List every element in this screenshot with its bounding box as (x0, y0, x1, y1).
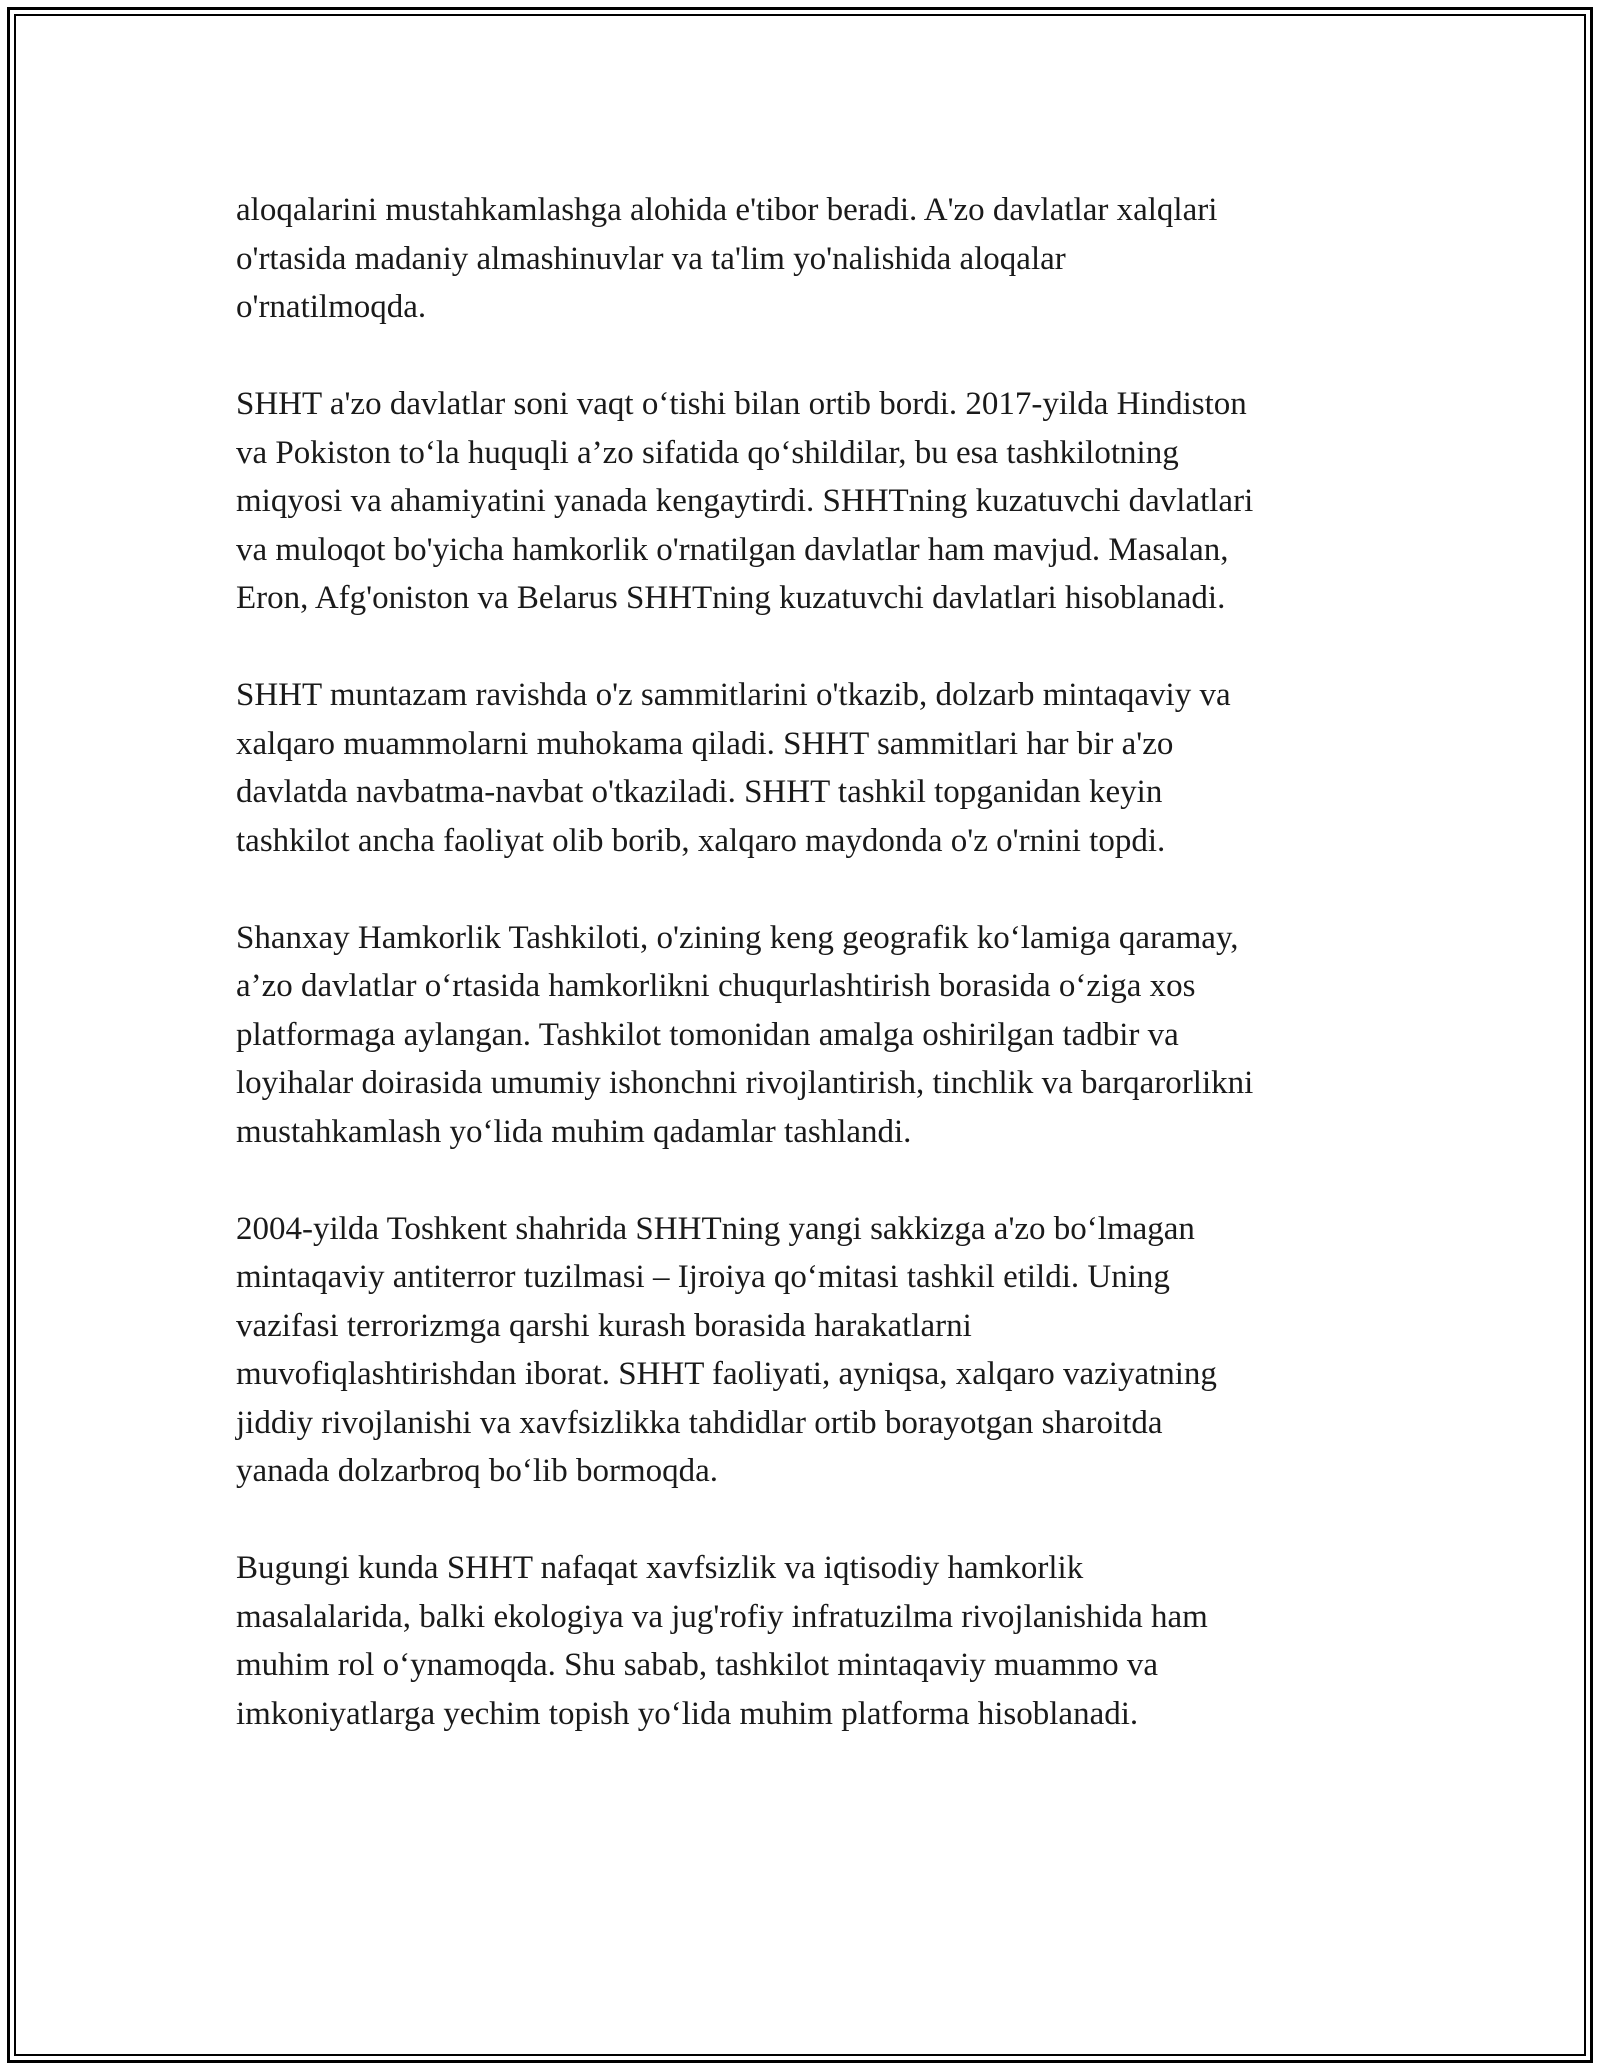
document-body (236, 186, 1384, 1787)
paragraph-summits: SHHT muntazam ravishda o'z sammitlarini o'tkazib, dolzarb mintaqaviy va xalqaro muammolarni muhokama qiladi. SHHT sammitlari har bir a'zo davlatda navbatma-navbat o'tkaziladi. SHHT tashkil topganidan keyin tashkilot ancha faoliyat olib borib, xalqaro maydonda o'z o'rnini topdi. (236, 677, 1231, 859)
paragraph-current-role: Bugungi kunda SHHT nafaqat xavfsizlik va iqtisodiy hamkorlik masalalarida, balki ekologiya va jug'rofiy infratuzilma rivojlanishida ham muhim rol o‘ynamoqda. Shu sabab, tashkilot mintaqaviy muammo va imkoniyatlarga yechim topish yo‘lida muhim platforma hisoblanadi. (236, 1550, 1208, 1732)
paragraph-antiterror-structure: 2004-yilda Toshkent shahrida SHHTning yangi sakkizga a'zo bo‘lmagan mintaqaviy antiterror tuzilmasi – Ijroiya qo‘mitasi tashkil etildi. Uning vazifasi terrorizmga qarshi kurash borasida harakatlarni muvofiqlashtirishdan iborat. SHHT faoliyati, ayniqsa, xalqaro vaziyatning jiddiy rivojlanishi va xavfsizlikka tahdidlar ortib borayotgan sharoitda yanada dolzarbroq bo‘lib bormoqda. (236, 1210, 1217, 1489)
paragraph-member-states: SHHT a'zo davlatlar soni vaqt o‘tishi bilan ortib bordi. 2017-yilda Hindiston va Pokiston to‘la huquqli a’zo sifatida qo‘shildilar, bu esa tashkilotning miqyosi va ahamiyatini yanada kengaytirdi. SHHTning kuzatuvchi davlatlari va muloqot bo'yicha hamkorlik o'rnatilgan davlatlar ham mavjud. Masalan, Eron, Afg'oniston va Belarus SHHTning kuzatuvchi davlatlari hisoblanadi. (236, 386, 1254, 616)
paragraph-cooperation-platform: Shanxay Hamkorlik Tashkiloti, o'zining keng geografik ko‘lamiga qaramay, a’zo davlatlar o‘rtasida hamkorlikni chuqurlashtirish borasida o‘ziga xos platformaga aylangan. Tashkilot tomonidan amalga oshirilgan tadbir va loyihalar doirasida umumiy ishonchni rivojlantirish, tinchlik va barqarorlikni mustahkamlash yo‘lida muhim qadamlar tashlandi. (236, 919, 1254, 1150)
paragraph-cultural-ties: aloqalarini mustahkamlashga alohida e'tibor beradi. A'zo davlatlar xalqlari o'rtasida madaniy almashinuvlar va ta'lim yo'nalishida aloqalar o'rnatilmoqda. (236, 192, 1218, 325)
